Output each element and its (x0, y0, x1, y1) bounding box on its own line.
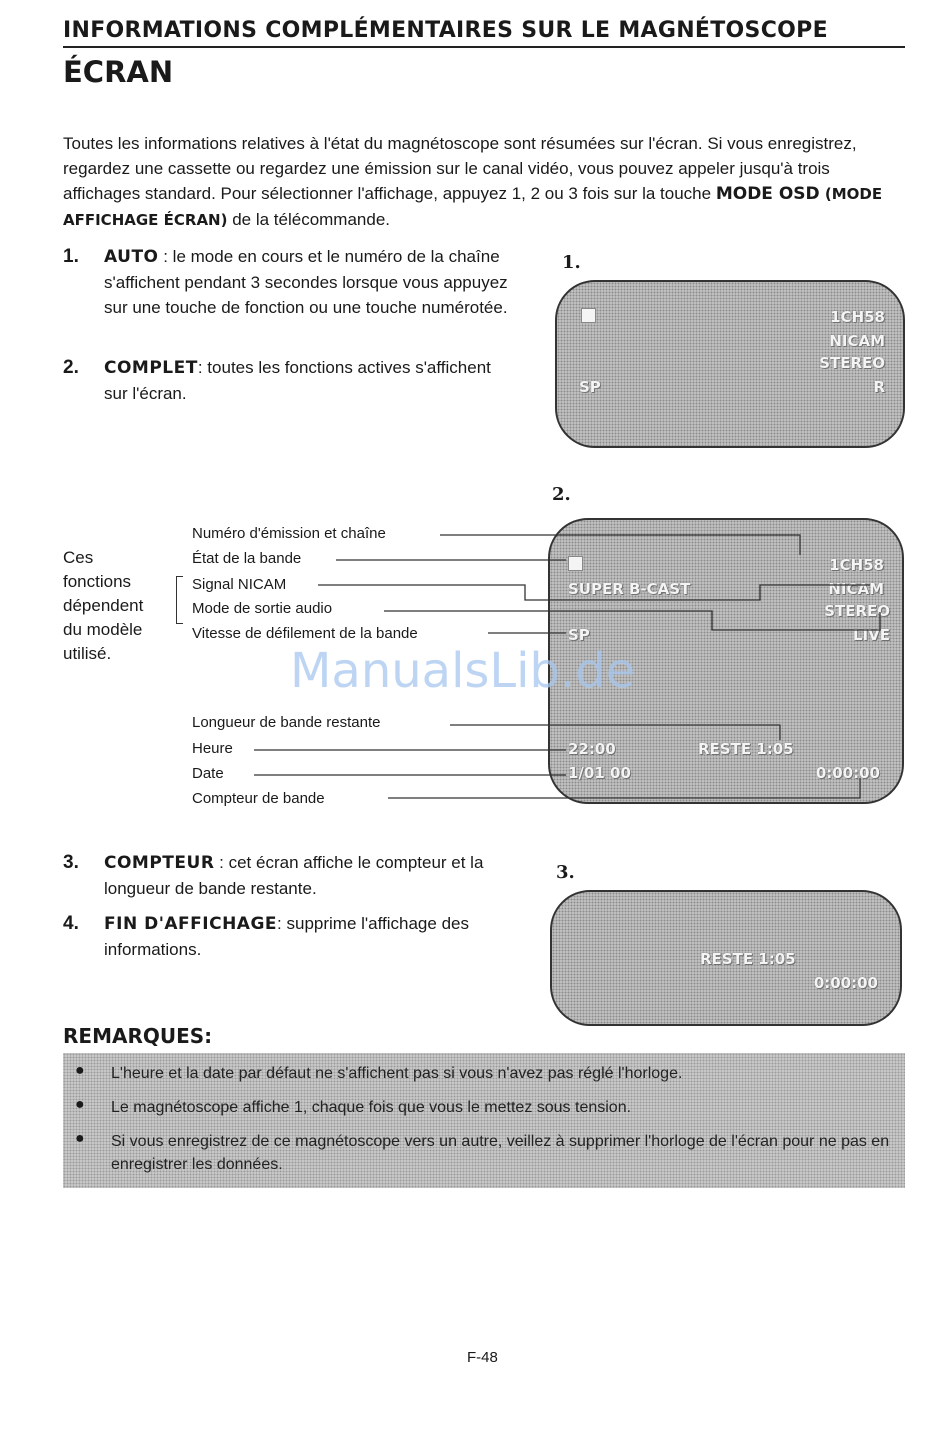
osd-stereo: STEREO (824, 602, 890, 620)
osd-nicam: NICAM (829, 332, 885, 350)
remark-item: Le magnétoscope affiche 1, chaque fois que vous le mettez sous tension. (111, 1099, 632, 1116)
legend-label: État de la bande (192, 550, 302, 567)
legend-label: Date (192, 765, 224, 782)
leader-line (440, 535, 800, 555)
item-number: 4. (63, 913, 79, 934)
list-item (63, 911, 538, 966)
bullet-icon: ● (75, 1062, 85, 1079)
remark-item: L'heure et la date par défaut ne s'affichent pas si vous n'avez pas réglé l'horloge. (111, 1065, 683, 1082)
osd-speed: SP (579, 378, 601, 396)
side-note-line: du modèle (63, 620, 143, 639)
legend-label: Heure (192, 740, 233, 757)
remark-item: Si vous enregistrez de ce magnétoscope vers un autre, veillez à supprimer l'horloge de l'écran pour ne pas en enregistrer les données. (111, 1133, 890, 1173)
legend-label: Vitesse de défilement de la bande (192, 625, 418, 642)
osd-date: 1/01 00 (568, 764, 631, 782)
leader-line (388, 778, 860, 798)
intro-key-desc: (MODE AFFICHAGE ÉCRAN) (63, 185, 883, 229)
remarks-box (63, 1053, 905, 1188)
osd-counter: 0:00:00 (813, 974, 878, 992)
item-term: AUTO (104, 247, 159, 267)
leader-line (384, 611, 880, 630)
item-desc: : supprime l'affichage des informations. (104, 914, 469, 959)
item-number: 1. (63, 246, 79, 267)
watermark: ManualsLib.de (290, 643, 636, 699)
bullet-icon: ● (75, 1130, 85, 1147)
bullet-icon: ● (75, 1096, 85, 1113)
intro-key: MODE OSD (715, 184, 820, 204)
screen-2-label: 2. (552, 484, 571, 505)
screen-1-label: 1. (562, 252, 581, 273)
legend-label: Longueur de bande restante (192, 714, 381, 731)
page-number: F-48 (467, 1349, 498, 1366)
item-term: COMPLET (104, 358, 198, 378)
side-note-line: utilisé. (63, 644, 112, 663)
item-desc: : le mode en cours et le numéro de la chaîne s'affichent pendant 3 secondes lorsque vous appuyez sur une touche de fonction ou une touche numérotée. (104, 247, 508, 317)
list-item (63, 850, 538, 905)
item-text (104, 850, 534, 901)
osd-speed: SP (568, 626, 590, 644)
osd-counter: 0:00:00 (815, 764, 880, 782)
item-number: 2. (63, 357, 79, 378)
legend-label: Compteur de bande (192, 790, 325, 807)
osd-nicam: NICAM (828, 580, 884, 598)
osd-superbcast: SUPER B-CAST (568, 580, 691, 598)
item-term: FIN D'AFFICHAGE (104, 914, 278, 934)
side-note-line: fonctions (63, 572, 132, 591)
side-note-line: Ces (63, 548, 94, 567)
screen-3-label: 3. (556, 862, 575, 883)
osd-remain: RESTE 1:05 (700, 950, 796, 968)
legend-label: Signal NICAM (192, 576, 287, 593)
osd-channel: 1CH58 (830, 308, 885, 326)
osd-remain: RESTE 1:05 (698, 740, 794, 758)
legend-label: Numéro d'émission et chaîne (192, 525, 386, 542)
osd-channel: 1CH58 (829, 556, 884, 574)
intro-text: Toutes les informations relatives à l'état du magnétoscope sont résumées sur l'écran. Si vous enregistrez, regardez une cassette ou regardez une émission sur le canal vidéo, vous pouvez appeler jusqu'à trois affichages standard. Pour sélectionner l'affichage, appuyez 1, 2 ou 3 fois sur la touche (63, 134, 857, 203)
remarks-title: REMARQUES: (63, 1024, 213, 1048)
osd-status: LIVE (853, 626, 890, 644)
section-title: ÉCRAN (63, 55, 174, 89)
osd-stereo: STEREO (819, 354, 885, 372)
item-text (104, 911, 524, 962)
item-desc: : cet écran affiche le compteur et la longueur de bande restante. (104, 853, 484, 898)
leader-line (318, 585, 870, 600)
legend-label: Mode de sortie audio (192, 600, 333, 617)
page-header-title: INFORMATIONS COMPLÉMENTAIRES SUR LE MAGNÉTOSCOPE (63, 18, 828, 43)
osd-screen-3 (550, 890, 902, 1026)
osd-time: 22:00 (568, 740, 616, 758)
intro-text-end: de la télécommande. (227, 210, 391, 229)
side-note-line: dépendent (63, 596, 144, 615)
item-term: COMPTEUR (104, 853, 215, 873)
leader-line (450, 725, 780, 740)
item-desc: : toutes les fonctions actives s'affichent sur l'écran. (104, 358, 491, 403)
item-number: 3. (63, 852, 79, 873)
osd-right: R (873, 378, 885, 396)
